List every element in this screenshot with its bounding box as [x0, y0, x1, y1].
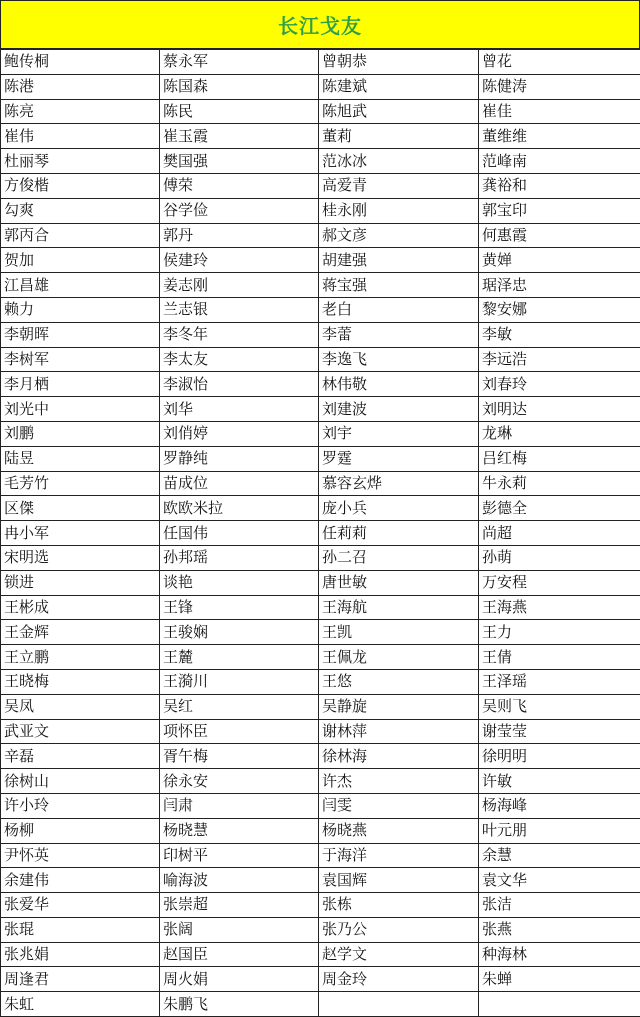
- name-cell: 李远浩: [479, 347, 640, 372]
- name-cell: 兰志银: [160, 297, 319, 322]
- name-cell: 张兆娟: [1, 942, 160, 967]
- table-row: [1, 719, 640, 744]
- name-cell: 苗成位: [160, 471, 319, 496]
- name-cell: 庞小兵: [319, 496, 479, 521]
- name-cell: 吕红梅: [479, 446, 640, 471]
- name-cell: 周火娟: [160, 967, 319, 992]
- table-row: [1, 124, 640, 149]
- sheet-title: 长江戈友: [278, 14, 362, 38]
- name-cell: 于海洋: [319, 843, 479, 868]
- name-cell: 叶元朋: [479, 818, 640, 843]
- name-cell: 朱鹏飞: [160, 992, 319, 1017]
- name-cell: 罗霆: [319, 446, 479, 471]
- name-cell: 辛磊: [1, 744, 160, 769]
- name-cell: 唐世敏: [319, 570, 479, 595]
- name-cell: 高爱青: [319, 173, 479, 198]
- name-cell: 刘春玲: [479, 372, 640, 397]
- name-cell: 孙萌: [479, 545, 640, 570]
- name-cell: 任国伟: [160, 521, 319, 546]
- table-row: [1, 595, 640, 620]
- name-cell: 鲍传桐: [1, 50, 160, 75]
- name-cell: 种海林: [479, 942, 640, 967]
- name-cell: 王锋: [160, 595, 319, 620]
- name-cell: 王泽瑶: [479, 669, 640, 694]
- name-cell: 周逢君: [1, 967, 160, 992]
- table-row: [1, 223, 640, 248]
- name-cell: 万安程: [479, 570, 640, 595]
- name-cell: 陈旭武: [319, 99, 479, 124]
- table-row: [1, 694, 640, 719]
- name-cell: 范峰南: [479, 149, 640, 174]
- name-cell: 杨晓燕: [319, 818, 479, 843]
- name-cell: 郭丙合: [1, 223, 160, 248]
- name-cell: 张洁: [479, 893, 640, 918]
- name-cell: 王立鹏: [1, 645, 160, 670]
- name-cell: 欧欧米拉: [160, 496, 319, 521]
- name-cell: 崔伟: [1, 124, 160, 149]
- name-cell: 张燕: [479, 917, 640, 942]
- table-row: [1, 322, 640, 347]
- name-cell: 李太友: [160, 347, 319, 372]
- name-cell: 陈港: [1, 74, 160, 99]
- name-cell: 区傑: [1, 496, 160, 521]
- name-cell: 赖力: [1, 297, 160, 322]
- name-cell: 杨柳: [1, 818, 160, 843]
- name-cell: 吴红: [160, 694, 319, 719]
- name-cell: 李朝晖: [1, 322, 160, 347]
- table-row: [1, 521, 640, 546]
- name-cell: [319, 992, 479, 1017]
- name-cell: 冉小军: [1, 521, 160, 546]
- name-cell: 许小玲: [1, 793, 160, 818]
- table-row: [1, 297, 640, 322]
- name-cell: 彭德全: [479, 496, 640, 521]
- name-cell: 吴则飞: [479, 694, 640, 719]
- name-cell: 王倩: [479, 645, 640, 670]
- name-cell: 武亚文: [1, 719, 160, 744]
- names-table-body: [1, 50, 640, 1017]
- name-cell: 樊国强: [160, 149, 319, 174]
- name-cell: 锁进: [1, 570, 160, 595]
- name-cell: 刘鹏: [1, 421, 160, 446]
- name-cell: 曾花: [479, 50, 640, 75]
- name-cell: 李树军: [1, 347, 160, 372]
- table-row: [1, 942, 640, 967]
- name-cell: 刘光中: [1, 397, 160, 422]
- name-cell: 谷学俭: [160, 198, 319, 223]
- name-cell: 孙二召: [319, 545, 479, 570]
- name-cell: 胥午梅: [160, 744, 319, 769]
- table-row: [1, 620, 640, 645]
- name-cell: 刘华: [160, 397, 319, 422]
- table-row: [1, 769, 640, 794]
- name-cell: 陈健涛: [479, 74, 640, 99]
- name-cell: 闫雯: [319, 793, 479, 818]
- name-cell: 王麓: [160, 645, 319, 670]
- name-cell: 蒋宝强: [319, 273, 479, 298]
- table-row: [1, 967, 640, 992]
- name-cell: 孙邦瑶: [160, 545, 319, 570]
- name-cell: 闫肃: [160, 793, 319, 818]
- name-cell: 龚裕和: [479, 173, 640, 198]
- name-cell: 徐永安: [160, 769, 319, 794]
- name-cell: 王佩龙: [319, 645, 479, 670]
- name-cell: 方俊楷: [1, 173, 160, 198]
- name-cell: 姜志刚: [160, 273, 319, 298]
- name-cell: 傅荣: [160, 173, 319, 198]
- name-cell: 黄婵: [479, 248, 640, 273]
- name-cell: 勾爽: [1, 198, 160, 223]
- name-cell: 王凯: [319, 620, 479, 645]
- table-row: [1, 645, 640, 670]
- table-row: [1, 496, 640, 521]
- name-cell: 龙琳: [479, 421, 640, 446]
- table-row: [1, 669, 640, 694]
- name-cell: 郭宝印: [479, 198, 640, 223]
- table-row: [1, 248, 640, 273]
- name-cell: 李蕾: [319, 322, 479, 347]
- name-cell: 袁文华: [479, 868, 640, 893]
- name-cell: 罗静纯: [160, 446, 319, 471]
- name-cell: 许敏: [479, 769, 640, 794]
- name-cell: 陈民: [160, 99, 319, 124]
- name-cell: 王骏娴: [160, 620, 319, 645]
- name-cell: 李月栖: [1, 372, 160, 397]
- name-cell: 陈亮: [1, 99, 160, 124]
- name-cell: 郭丹: [160, 223, 319, 248]
- name-cell: 王海航: [319, 595, 479, 620]
- name-cell: 吴静旋: [319, 694, 479, 719]
- names-table: [0, 49, 640, 1017]
- name-cell: 董维维: [479, 124, 640, 149]
- name-cell: 江昌雄: [1, 273, 160, 298]
- table-row: [1, 793, 640, 818]
- name-cell: 李淑怡: [160, 372, 319, 397]
- name-cell: 谢莹莹: [479, 719, 640, 744]
- name-cell: 琚泽忠: [479, 273, 640, 298]
- name-cell: 赵国臣: [160, 942, 319, 967]
- name-cell: 崔玉霞: [160, 124, 319, 149]
- name-cell: 杨海峰: [479, 793, 640, 818]
- table-row: [1, 992, 640, 1017]
- table-row: [1, 917, 640, 942]
- table-row: [1, 149, 640, 174]
- name-cell: 徐明明: [479, 744, 640, 769]
- table-row: [1, 471, 640, 496]
- name-cell: 谈艳: [160, 570, 319, 595]
- name-cell: 尹怀英: [1, 843, 160, 868]
- name-cell: 范冰冰: [319, 149, 479, 174]
- name-cell: 徐树山: [1, 769, 160, 794]
- name-cell: 印树平: [160, 843, 319, 868]
- table-row: [1, 397, 640, 422]
- name-cell: 李敏: [479, 322, 640, 347]
- name-cell: 宋明选: [1, 545, 160, 570]
- name-cell: 任莉莉: [319, 521, 479, 546]
- table-row: [1, 818, 640, 843]
- name-cell: 王金辉: [1, 620, 160, 645]
- name-cell: 余建伟: [1, 868, 160, 893]
- name-cell: 杜丽琴: [1, 149, 160, 174]
- name-cell: 贺加: [1, 248, 160, 273]
- table-row: [1, 74, 640, 99]
- table-row: [1, 893, 640, 918]
- name-cell: 张琨: [1, 917, 160, 942]
- name-cell: 项怀臣: [160, 719, 319, 744]
- name-cell: 陈建斌: [319, 74, 479, 99]
- table-row: [1, 421, 640, 446]
- name-cell: 杨晓慧: [160, 818, 319, 843]
- name-cell: 曾朝恭: [319, 50, 479, 75]
- name-cell: 张栋: [319, 893, 479, 918]
- name-cell: 牛永莉: [479, 471, 640, 496]
- name-cell: 桂永刚: [319, 198, 479, 223]
- name-cell: 刘俏婷: [160, 421, 319, 446]
- name-cell: 张乃公: [319, 917, 479, 942]
- name-cell: 胡建强: [319, 248, 479, 273]
- name-cell: 张阔: [160, 917, 319, 942]
- name-cell: 李冬年: [160, 322, 319, 347]
- name-cell: 黎安娜: [479, 297, 640, 322]
- name-cell: 王漪川: [160, 669, 319, 694]
- table-row: [1, 372, 640, 397]
- table-row: [1, 843, 640, 868]
- name-cell: 余慧: [479, 843, 640, 868]
- table-row: [1, 545, 640, 570]
- name-cell: 尚超: [479, 521, 640, 546]
- name-cell: 王晓梅: [1, 669, 160, 694]
- table-row: [1, 744, 640, 769]
- name-cell: 郝文彦: [319, 223, 479, 248]
- title-bar: [0, 0, 640, 49]
- name-cell: 张崇超: [160, 893, 319, 918]
- table-row: [1, 50, 640, 75]
- table-row: [1, 273, 640, 298]
- name-cell: 李逸飞: [319, 347, 479, 372]
- name-cell: 崔佳: [479, 99, 640, 124]
- name-cell: 王海燕: [479, 595, 640, 620]
- name-cell: 陆昱: [1, 446, 160, 471]
- name-cell: 蔡永军: [160, 50, 319, 75]
- name-cell: 许杰: [319, 769, 479, 794]
- table-row: [1, 173, 640, 198]
- table-row: [1, 347, 640, 372]
- name-cell: 王彬成: [1, 595, 160, 620]
- name-cell: [479, 992, 640, 1017]
- name-cell: 慕容玄烨: [319, 471, 479, 496]
- name-cell: 陈国森: [160, 74, 319, 99]
- table-row: [1, 570, 640, 595]
- name-cell: 喻海波: [160, 868, 319, 893]
- name-cell: 刘宇: [319, 421, 479, 446]
- table-row: [1, 99, 640, 124]
- name-cell: 董莉: [319, 124, 479, 149]
- name-cell: 谢林萍: [319, 719, 479, 744]
- name-cell: 朱虹: [1, 992, 160, 1017]
- name-cell: 袁国辉: [319, 868, 479, 893]
- name-cell: 林伟敬: [319, 372, 479, 397]
- name-cell: 刘建波: [319, 397, 479, 422]
- name-cell: 王力: [479, 620, 640, 645]
- name-cell: 张爱华: [1, 893, 160, 918]
- name-cell: 吴凤: [1, 694, 160, 719]
- name-cell: 侯建玲: [160, 248, 319, 273]
- name-cell: 毛芳竹: [1, 471, 160, 496]
- name-cell: 刘明达: [479, 397, 640, 422]
- name-cell: 徐林海: [319, 744, 479, 769]
- name-cell: 何惠霞: [479, 223, 640, 248]
- table-row: [1, 198, 640, 223]
- name-cell: 朱蝉: [479, 967, 640, 992]
- name-cell: 王悠: [319, 669, 479, 694]
- table-row: [1, 446, 640, 471]
- name-cell: 老白: [319, 297, 479, 322]
- name-cell: 赵学文: [319, 942, 479, 967]
- name-cell: 周金玲: [319, 967, 479, 992]
- table-row: [1, 868, 640, 893]
